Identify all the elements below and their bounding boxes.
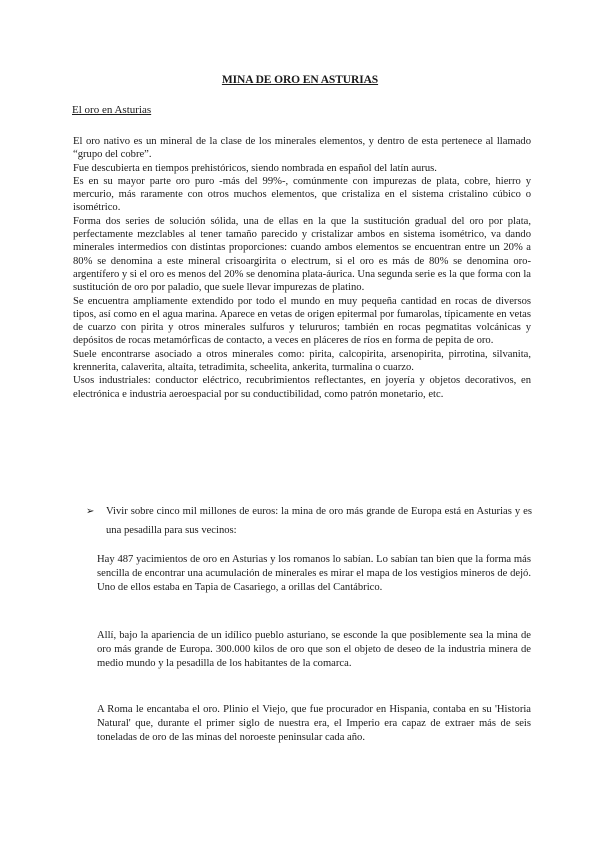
article-paragraph xyxy=(97,703,531,745)
bullet-item xyxy=(86,502,532,540)
paragraph-definition: El oro nativo es un mineral de la clase de los minerales elementos, y dentro de esta pertenece al llamado “grupo del cobre”. xyxy=(73,136,531,161)
paragraph-industrial-uses: Usos industriales: conductor eléctrico, recubrimientos reflectantes, en joyería y objetos decorativos, en electrónica e industria aeroespacial por su conductibilidad, como patrón monetario, etc. xyxy=(73,375,531,400)
article-paragraph xyxy=(97,553,531,595)
arrow-bullet-icon: ➢ xyxy=(86,506,95,517)
paragraph-associated-minerals: Suele encontrarse asociado a otros minerales como: pirita, calcopirita, arsenopirita, pirrotina, silvanita, krennerita, calaverita, altaíta, tetradimita, scheelita, ankerita, turmalina o cuarzo. xyxy=(73,348,531,374)
paragraph-occurrence: Se encuentra ampliamente extendido por todo el mundo en muy pequeña cantidad en rocas de diversos tipos, así como en el agua marina. Aparece en vetas de origen epitermal por fumarolas, típicamente en vetas de cuarzo con pirita y otros minerales sulfuros y telururos; también en rocas pegmatitas volcánicas y depósitos de rocas metamórficas de contacto, a veces en pláceres de ríos en forma de pepita de oro. xyxy=(73,295,531,347)
section-heading: El oro en Asturias xyxy=(72,104,152,116)
article-paragraph-text: A Roma le encantaba el oro. Plinio el Viejo, que fue procurador en Hispania, contaba en su 'Historia Natural' que, durante el primer siglo de nuestra era, el Imperio era capaz de extraer más de seis toneladas de oro de las minas del noroeste peninsular cada año. xyxy=(97,704,531,743)
paragraph-solid-solution: Forma dos series de solución sólida, una de ellas en la que la sustitución gradual del oro por plata, perfectamente mezclables al tener tamaño parecido y cristalizar ambos en sistema isométrico, va dando minerales intermedios con distintas proporciones: cuando ambos elementos se encuentran entre un 20% a 80% se denomina a este mineral crisoargirita o electrum, si el oro es más de 80% se denomina oro-argentífero y si el oro es menos del 20% se denomina plata-áurica. Una segunda serie es la que forma con la sustitución de oro por paladio, que suele llevar impurezas de platino. xyxy=(73,215,531,294)
article-paragraph xyxy=(97,629,531,671)
body-text xyxy=(73,135,531,401)
bullet-text: Vivir sobre cinco mil millones de euros: la mina de oro más grande de Europa está en Asturias y es una pesadilla para sus vecinos: xyxy=(106,506,532,536)
document-title: MINA DE ORO EN ASTURIAS xyxy=(221,74,379,86)
article-paragraph-text: Hay 487 yacimientos de oro en Asturias y los romanos lo sabían. Lo sabían tan bien que la forma más sencilla de encontrar una acumulación de minerales es mirar el mapa de los vestigios mineros de dejó. Uno de ellos estaba en Tapia de Casariego, a orillas del Cantábrico. xyxy=(97,554,531,593)
paragraph-history: Fue descubierta en tiempos prehistóricos, siendo nombrada en español del latín aurus. xyxy=(73,162,437,174)
paragraph-composition: Es en su mayor parte oro puro -más del 99%-, comúnmente con impurezas de plata, cobre, hierro y mercurio, más raramente con otros muchos elementos, que cristaliza en el sistema cristalino cúbico o isométrico. xyxy=(73,175,531,214)
article-paragraph-text: Allí, bajo la apariencia de un idílico pueblo asturiano, se esconde la que posiblemente sea la mina de oro más grande de Europa. 300.000 kilos de oro que son el objeto de deseo de la industria minera de medio mundo y la pesadilla de los habitantes de la comarca. xyxy=(97,630,531,669)
